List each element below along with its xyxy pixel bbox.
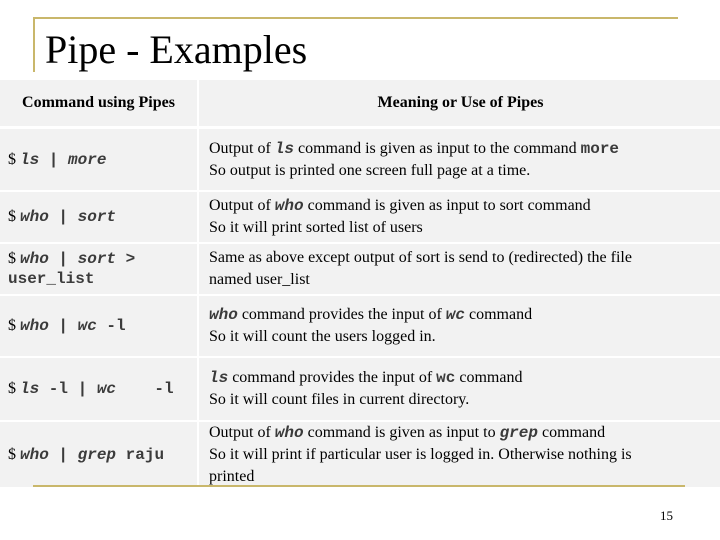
prompt: $ (8, 380, 16, 397)
meaning-text: command is given as input to (303, 423, 500, 441)
cmd-token: who (20, 317, 49, 335)
meaning-text: So it will count files in current directory. (209, 391, 470, 408)
meaning-text: Output of (209, 423, 275, 441)
cmd-token: who (20, 250, 49, 268)
cmd-token: grep (77, 445, 117, 464)
cmd-token: > (116, 250, 136, 268)
meaning-cell (201, 296, 720, 356)
cmd-token: ls (20, 380, 40, 398)
meaning-cell (201, 422, 720, 487)
inline-code: who (274, 197, 304, 215)
prompt: $ (8, 445, 16, 463)
cmd-token: | (48, 208, 78, 226)
meaning-text: So output is printed one screen full page at a time. (209, 161, 531, 179)
table-row (0, 296, 720, 356)
cmd-token: wc (96, 380, 117, 398)
meaning-cell (201, 192, 720, 242)
inline-code: who (274, 423, 304, 442)
header-command: Command using Pipes (0, 80, 199, 126)
meaning-text: command (537, 423, 606, 441)
cmd-token: | (48, 250, 78, 268)
command-cell (0, 129, 199, 190)
prompt: $ (8, 150, 16, 168)
command-cell (0, 192, 199, 242)
cmd-token: | (48, 317, 78, 335)
cmd-token: who (20, 445, 49, 464)
meaning-text: So it will print if particular user is logged in. Otherwise nothing is (209, 445, 632, 463)
cmd-token: who (20, 208, 49, 226)
cmd-token: sort (77, 208, 117, 226)
meaning-text: command (464, 306, 533, 323)
table-row (0, 358, 720, 420)
meaning-cell (201, 244, 720, 294)
command-cell (0, 244, 199, 294)
slide-top-rule (33, 17, 678, 19)
command-cell (0, 296, 199, 356)
inline-code: ls (274, 139, 294, 158)
inline-code: grep (499, 423, 538, 442)
page-number: 15 (660, 508, 673, 523)
table-row (0, 244, 720, 294)
cmd-token: ls (20, 150, 40, 169)
slide-left-rule (33, 17, 35, 72)
meaning-text: command provides the input of (228, 369, 437, 386)
cmd-token: raju (116, 445, 165, 464)
meaning-text: printed (209, 467, 255, 485)
cmd-token: | (39, 150, 69, 169)
meaning-text: command provides the input of (237, 306, 446, 323)
meaning-text: So it will count the users logged in. (209, 328, 436, 345)
cmd-token: -l (116, 380, 174, 398)
cmd-token: wc (77, 317, 97, 335)
slide-bottom-rule (33, 485, 685, 487)
meaning-text: command (455, 369, 523, 386)
header-meaning: Meaning or Use of Pipes (377, 94, 544, 111)
cmd-token: -l | (39, 380, 97, 398)
table-header-row (0, 80, 720, 126)
inline-code: more (580, 139, 620, 158)
meaning-text: So it will print sorted list of users (209, 219, 423, 236)
inline-code: who (209, 306, 238, 324)
meaning-text: Same as above except output of sort is send to (redirected) the file (209, 249, 632, 266)
cmd-token: sort (77, 250, 117, 268)
meaning-text: command is given as input to sort command (303, 197, 591, 214)
meaning-cell (201, 129, 720, 190)
cmd-token: -l (96, 317, 126, 335)
table-row (0, 422, 720, 487)
cmd-token: user_list (8, 270, 95, 288)
inline-code: wc (436, 369, 456, 387)
prompt: $ (8, 250, 16, 267)
inline-code: ls (209, 369, 229, 387)
prompt: $ (8, 208, 16, 225)
meaning-text: named user_list (209, 271, 310, 288)
inline-code: wc (445, 306, 465, 324)
table-row (0, 192, 720, 242)
cmd-token: more (68, 150, 107, 169)
meaning-text: Output of (209, 197, 275, 214)
command-cell (0, 422, 199, 487)
table-row (0, 129, 720, 190)
prompt: $ (8, 317, 16, 334)
slide-title: Pipe - Examples (45, 27, 308, 72)
cmd-token: | (48, 445, 78, 464)
meaning-text: Output of (209, 139, 275, 157)
command-cell (0, 358, 199, 420)
meaning-text: command is given as input to the command (293, 139, 581, 157)
meaning-cell (201, 358, 720, 420)
